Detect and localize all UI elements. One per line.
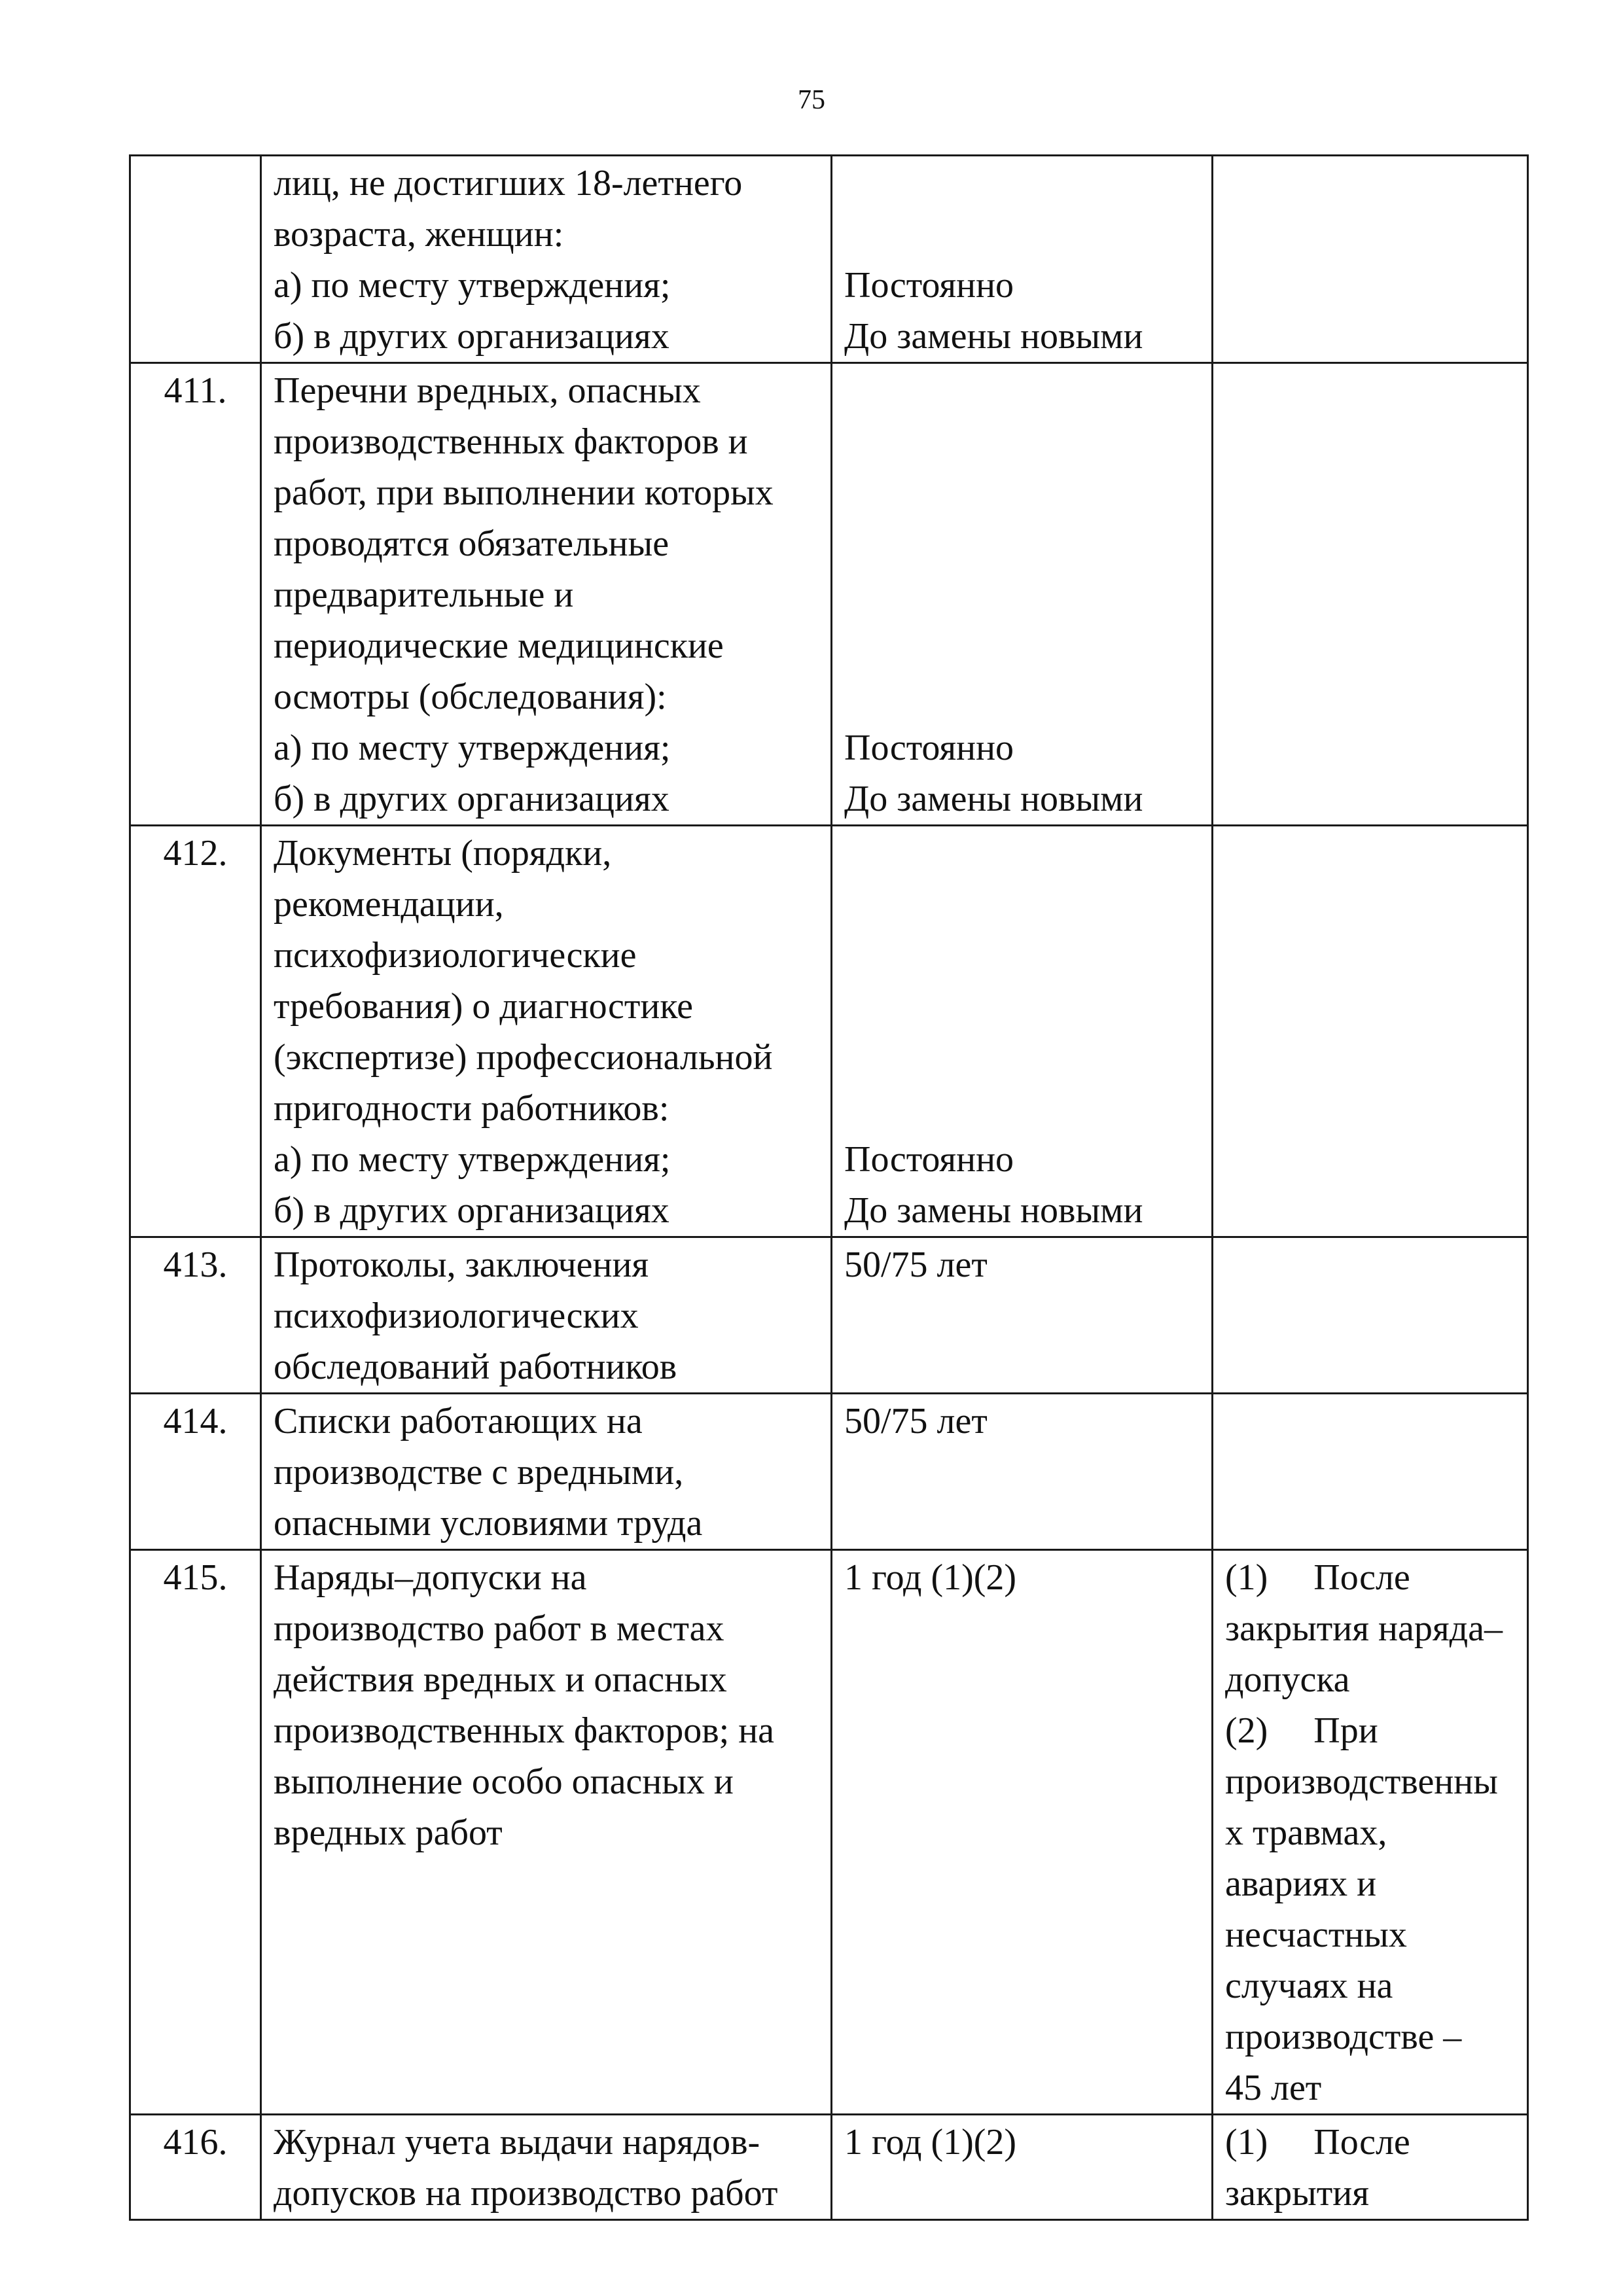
title-line: лиц, не достигших 18-летнего xyxy=(274,163,743,203)
note xyxy=(1213,2115,1528,2220)
term-line xyxy=(844,416,1204,467)
title-line: возраста, женщин: xyxy=(274,214,564,255)
table-row xyxy=(130,1237,1528,1394)
term-line: 50/75 лет xyxy=(844,1245,988,1285)
title-line: предварительные и xyxy=(274,574,574,615)
retention-term xyxy=(832,2115,1213,2220)
row-number: 414. xyxy=(130,1394,261,1550)
note-line: х травмах, xyxy=(1225,1812,1387,1853)
term-line xyxy=(844,620,1204,671)
title-line: психофизиологические xyxy=(274,935,637,976)
article-title xyxy=(261,1550,832,2115)
row-number: 413. xyxy=(130,1237,261,1394)
article-title xyxy=(261,1237,832,1394)
term-line: 1 год (1)(2) xyxy=(844,2122,1017,2163)
title-line: рекомендации, xyxy=(274,884,504,925)
title-line: Протоколы, заключения xyxy=(274,1245,649,1285)
note xyxy=(1213,1550,1528,2115)
term-line: Постоянно xyxy=(844,1139,1014,1180)
title-line: осмотры (обследования): xyxy=(274,677,667,717)
term-line xyxy=(844,518,1204,569)
retention-term xyxy=(832,1237,1213,1394)
title-line: периодические медицинские xyxy=(274,626,724,666)
title-line: а) по месту утверждения; xyxy=(274,265,671,306)
term-line: До замены новыми xyxy=(844,1190,1143,1231)
table-row xyxy=(130,1394,1528,1550)
title-line: допусков на производство работ xyxy=(274,2173,778,2214)
term-line xyxy=(844,1032,1204,1083)
row-number: 412. xyxy=(130,826,261,1237)
term-line xyxy=(844,467,1204,518)
note-line: 45 лет xyxy=(1225,2068,1322,2108)
retention-term xyxy=(832,1550,1213,2115)
term-line xyxy=(844,158,1204,209)
table-row xyxy=(130,363,1528,826)
table-row xyxy=(130,826,1528,1237)
term-line xyxy=(844,671,1204,722)
term-line: Постоянно xyxy=(844,728,1014,768)
note-line: (2) При xyxy=(1225,1710,1378,1751)
note-line: допуска xyxy=(1225,1659,1350,1700)
title-line: б) в других организациях xyxy=(274,1190,669,1231)
note-line: закрытия наряда– xyxy=(1225,1608,1503,1649)
retention-term xyxy=(832,156,1213,363)
row-number: 411. xyxy=(130,363,261,826)
title-line: а) по месту утверждения; xyxy=(274,728,671,768)
table-body xyxy=(130,156,1528,2220)
title-line: Документы (порядки, xyxy=(274,833,612,874)
title-line: производственных факторов и xyxy=(274,421,748,462)
note-line: несчастных xyxy=(1225,1915,1407,1955)
row-number xyxy=(130,156,261,363)
title-line: производственных факторов; на xyxy=(274,1710,775,1751)
title-line: требования) о диагностике xyxy=(274,986,694,1027)
title-line: психофизиологических xyxy=(274,1296,639,1336)
term-line: До замены новыми xyxy=(844,316,1143,357)
retention-term xyxy=(832,363,1213,826)
article-title xyxy=(261,363,832,826)
note xyxy=(1213,826,1528,1237)
note-line: (1) После xyxy=(1225,2122,1410,2163)
term-line xyxy=(844,879,1204,930)
article-title xyxy=(261,826,832,1237)
article-title xyxy=(261,156,832,363)
title-line: б) в других организациях xyxy=(274,316,669,357)
title-line: пригодности работников: xyxy=(274,1088,669,1129)
title-line: опасными условиями труда xyxy=(274,1503,703,1544)
note xyxy=(1213,1237,1528,1394)
note-line: авариях и xyxy=(1225,1863,1377,1904)
note xyxy=(1213,363,1528,826)
retention-term xyxy=(832,1394,1213,1550)
title-line: б) в других организациях xyxy=(274,779,669,819)
article-title xyxy=(261,1394,832,1550)
article-title xyxy=(261,2115,832,2220)
term-line xyxy=(844,981,1204,1032)
term-line: 50/75 лет xyxy=(844,1401,988,1441)
title-line: а) по месту утверждения; xyxy=(274,1139,671,1180)
title-line: Списки работающих на xyxy=(274,1401,643,1441)
note-line: производстве – xyxy=(1225,2017,1462,2057)
note-line: производственны xyxy=(1225,1761,1498,1802)
page-number: 75 xyxy=(798,85,825,115)
table-row xyxy=(130,2115,1528,2220)
note xyxy=(1213,156,1528,363)
term-line: Постоянно xyxy=(844,265,1014,306)
title-line: проводятся обязательные xyxy=(274,523,669,564)
title-line: Журнал учета выдачи нарядов- xyxy=(274,2122,760,2163)
row-number: 416. xyxy=(130,2115,261,2220)
term-line xyxy=(844,209,1204,260)
term-line xyxy=(844,1083,1204,1134)
title-line: Наряды–допуски на xyxy=(274,1557,587,1598)
table-row xyxy=(130,1550,1528,2115)
title-line: обследований работников xyxy=(274,1347,677,1387)
title-line: работ, при выполнении которых xyxy=(274,472,774,513)
term-line: 1 год (1)(2) xyxy=(844,1557,1017,1598)
title-line: вредных работ xyxy=(274,1812,503,1853)
retention-term xyxy=(832,826,1213,1237)
term-line xyxy=(844,930,1204,981)
title-line: производство работ в местах xyxy=(274,1608,724,1649)
title-line: действия вредных и опасных xyxy=(274,1659,727,1700)
note xyxy=(1213,1394,1528,1550)
retention-table xyxy=(129,154,1529,2221)
title-line: производстве с вредными, xyxy=(274,1452,684,1492)
table-row xyxy=(130,156,1528,363)
note-line: (1) После xyxy=(1225,1557,1410,1598)
term-line xyxy=(844,828,1204,879)
note-line: случаях на xyxy=(1225,1966,1393,2006)
term-line xyxy=(844,569,1204,620)
term-line: До замены новыми xyxy=(844,779,1143,819)
title-line: (экспертизе) профессиональной xyxy=(274,1037,773,1078)
title-line: выполнение особо опасных и xyxy=(274,1761,734,1802)
title-line: Перечни вредных, опасных xyxy=(274,370,701,411)
term-line xyxy=(844,365,1204,416)
note-line: закрытия xyxy=(1225,2173,1370,2214)
row-number: 415. xyxy=(130,1550,261,2115)
